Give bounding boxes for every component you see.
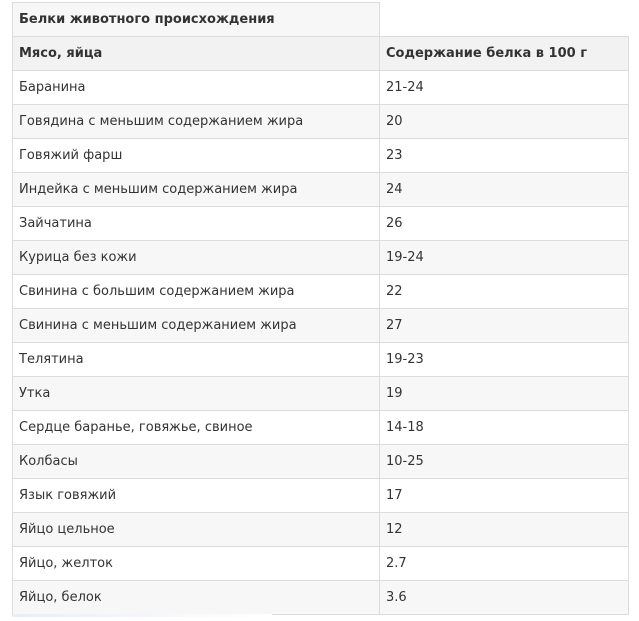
product-name-cell: Индейка с меньшим содержанием жира — [13, 173, 380, 207]
product-name-cell: Говяжий фарш — [13, 139, 380, 173]
table-row — [13, 343, 629, 377]
protein-value-cell: 22 — [380, 275, 629, 309]
table-row — [13, 139, 629, 173]
table-row — [13, 275, 629, 309]
table-row — [13, 309, 629, 343]
table-title: Белки животного происхождения — [13, 3, 380, 37]
table-row — [13, 377, 629, 411]
protein-table — [12, 2, 629, 615]
table-row — [13, 513, 629, 547]
product-name-cell: Зайчатина — [13, 207, 380, 241]
product-name-cell: Сердце баранье, говяжье, свиное — [13, 411, 380, 445]
protein-value-cell: 12 — [380, 513, 629, 547]
protein-value-cell: 19 — [380, 377, 629, 411]
table-row — [13, 445, 629, 479]
table-row — [13, 547, 629, 581]
product-name-cell: Утка — [13, 377, 380, 411]
table-row — [13, 581, 629, 615]
header-protein-content: Содержание белка в 100 г — [380, 37, 629, 71]
protein-value-cell: 10-25 — [380, 445, 629, 479]
title-empty-cell — [380, 3, 629, 37]
product-name-cell: Свинина с большим содержанием жира — [13, 275, 380, 309]
table-row — [13, 173, 629, 207]
protein-value-cell: 26 — [380, 207, 629, 241]
protein-value-cell: 24 — [380, 173, 629, 207]
protein-value-cell: 17 — [380, 479, 629, 513]
product-name-cell: Баранина — [13, 71, 380, 105]
protein-value-cell: 14-18 — [380, 411, 629, 445]
protein-value-cell: 20 — [380, 105, 629, 139]
product-name-cell: Яйцо, белок — [13, 581, 380, 615]
table-row — [13, 241, 629, 275]
protein-value-cell: 19-24 — [380, 241, 629, 275]
table-header-row — [13, 37, 629, 71]
protein-value-cell: 23 — [380, 139, 629, 173]
product-name-cell: Язык говяжий — [13, 479, 380, 513]
table-row — [13, 105, 629, 139]
table-row — [13, 207, 629, 241]
product-name-cell: Яйцо цельное — [13, 513, 380, 547]
product-name-cell: Говядина с меньшим содержанием жира — [13, 105, 380, 139]
table-row — [13, 479, 629, 513]
protein-value-cell: 2.7 — [380, 547, 629, 581]
product-name-cell: Колбасы — [13, 445, 380, 479]
protein-value-cell: 21-24 — [380, 71, 629, 105]
product-name-cell: Телятина — [13, 343, 380, 377]
product-name-cell: Курица без кожи — [13, 241, 380, 275]
table-title-row — [13, 3, 629, 37]
protein-value-cell: 3.6 — [380, 581, 629, 615]
header-product: Мясо, яйца — [13, 37, 380, 71]
protein-table-container — [12, 2, 628, 615]
table-row — [13, 71, 629, 105]
bottom-divider — [12, 614, 272, 617]
product-name-cell: Яйцо, желток — [13, 547, 380, 581]
protein-value-cell: 19-23 — [380, 343, 629, 377]
table-row — [13, 411, 629, 445]
protein-value-cell: 27 — [380, 309, 629, 343]
product-name-cell: Свинина с меньшим содержанием жира — [13, 309, 380, 343]
